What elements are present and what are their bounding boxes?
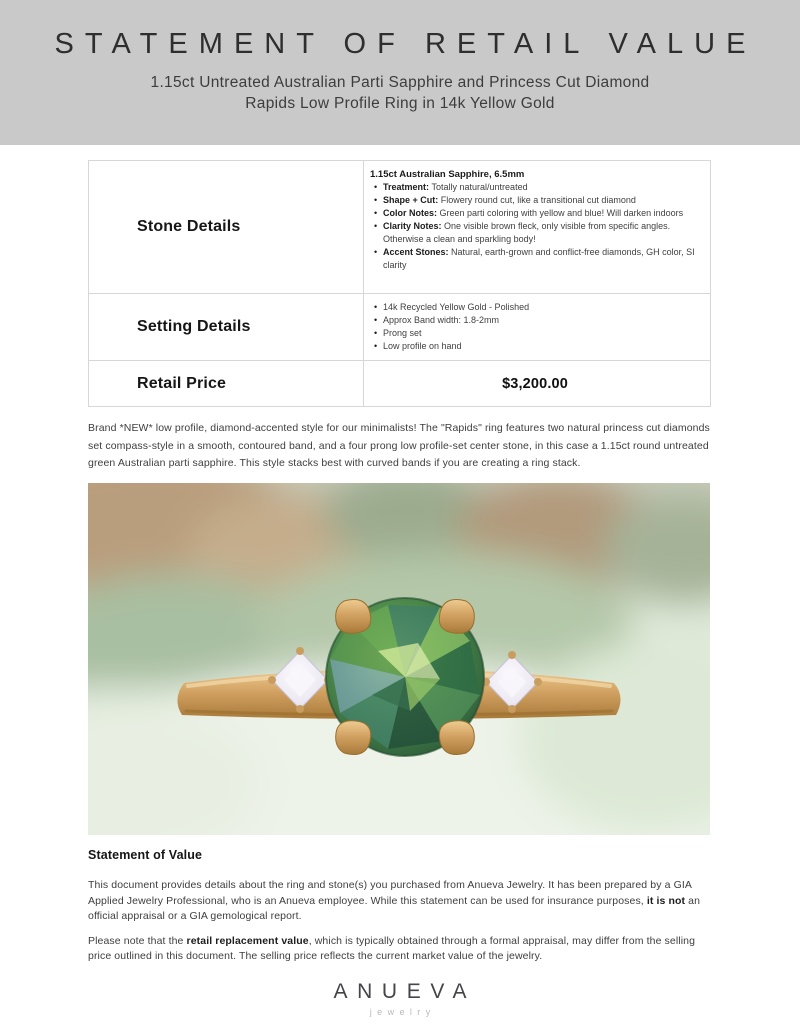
header-band [0,0,800,145]
details-section [88,160,710,407]
brand-logo: ANUEVA [333,980,477,1003]
subtitle-line-1: 1.15ct Untreated Australian Parti Sapphire and Princess Cut Diamond [150,74,650,91]
page-subtitle [0,72,800,114]
statement-heading: Statement of Value [88,848,203,862]
brand-tagline: jewelry [369,1007,436,1017]
table-row-stone-details [89,161,711,294]
setting-bullet-item: • Low profile on hand [370,340,700,353]
stone-bullet-item: • Clarity Notes: One visible brown fleck, only visible from specific angles. Otherwise a clean and sparkling body! [370,220,700,246]
subtitle-line-2: Rapids Low Profile Ring in 14k Yellow Gold [245,95,555,112]
stone-bullet-list [370,181,700,272]
table-row-retail-price [89,361,711,407]
setting-bullet-item: • 14k Recycled Yellow Gold - Polished [370,301,700,314]
retail-price-value: $3,200.00 [502,375,568,392]
stone-bullet-item: • Color Notes: Green parti coloring with yellow and blue! Will darken indoors [370,207,700,220]
setting-details-content [364,294,711,361]
retail-price-content [364,361,711,407]
statement-paragraph: This document provides details about the ring and stone(s) you purchased from Anueva Jewelry. It has been prepared by a GIA Applied Jewelry Professional, who is an Anueva employee. While this statement can be used for insurance purposes, it is not an official appraisal or a GIA gemological report. [88,879,701,922]
setting-bullet-list [370,301,700,353]
stone-details-label: Stone Details [89,161,364,294]
setting-bullet-item: • Approx Band width: 1.8-2mm [370,314,700,327]
footer [0,980,800,1017]
statement-paragraphs [88,878,712,965]
statement-paragraph: Please note that the retail replacement value, which is typically obtained through a formal appraisal, may differ from the selling price outlined in this document. The selling price reflects the current market value of the jewelry. [88,934,696,962]
stone-details-content [364,161,711,294]
details-table [88,160,711,407]
ring-photo [88,483,710,835]
setting-bullet-item: • Prong set [370,327,700,340]
ring-photo-art [88,483,710,835]
stone-bullet-item: • Accent Stones: Natural, earth-grown and conflict-free diamonds, GH color, SI clarity [370,246,700,272]
table-row-setting-details [89,294,711,361]
statement-of-value-section [88,848,712,974]
stone-bullet-item: • Treatment: Totally natural/untreated [370,181,700,194]
setting-details-label: Setting Details [89,294,364,361]
stone-title: 1.15ct Australian Sapphire, 6.5mm [370,169,525,180]
retail-price-label: Retail Price [89,361,364,407]
page-title: STATEMENT OF RETAIL VALUE [54,28,757,60]
stone-bullet-item: • Shape + Cut: Flowery round cut, like a transitional cut diamond [370,194,700,207]
product-description: Brand *NEW* low profile, diamond-accented style for our minimalists! The "Rapids" ring features two natural princess cut diamonds set compass-style in a smooth, contoured band, and a four prong low profile-set center stone, in this case a 1.15ct round untreated green Australian parti sapphire. This style stacks best with curved bands if you are creating a ring stack. [88,422,710,469]
